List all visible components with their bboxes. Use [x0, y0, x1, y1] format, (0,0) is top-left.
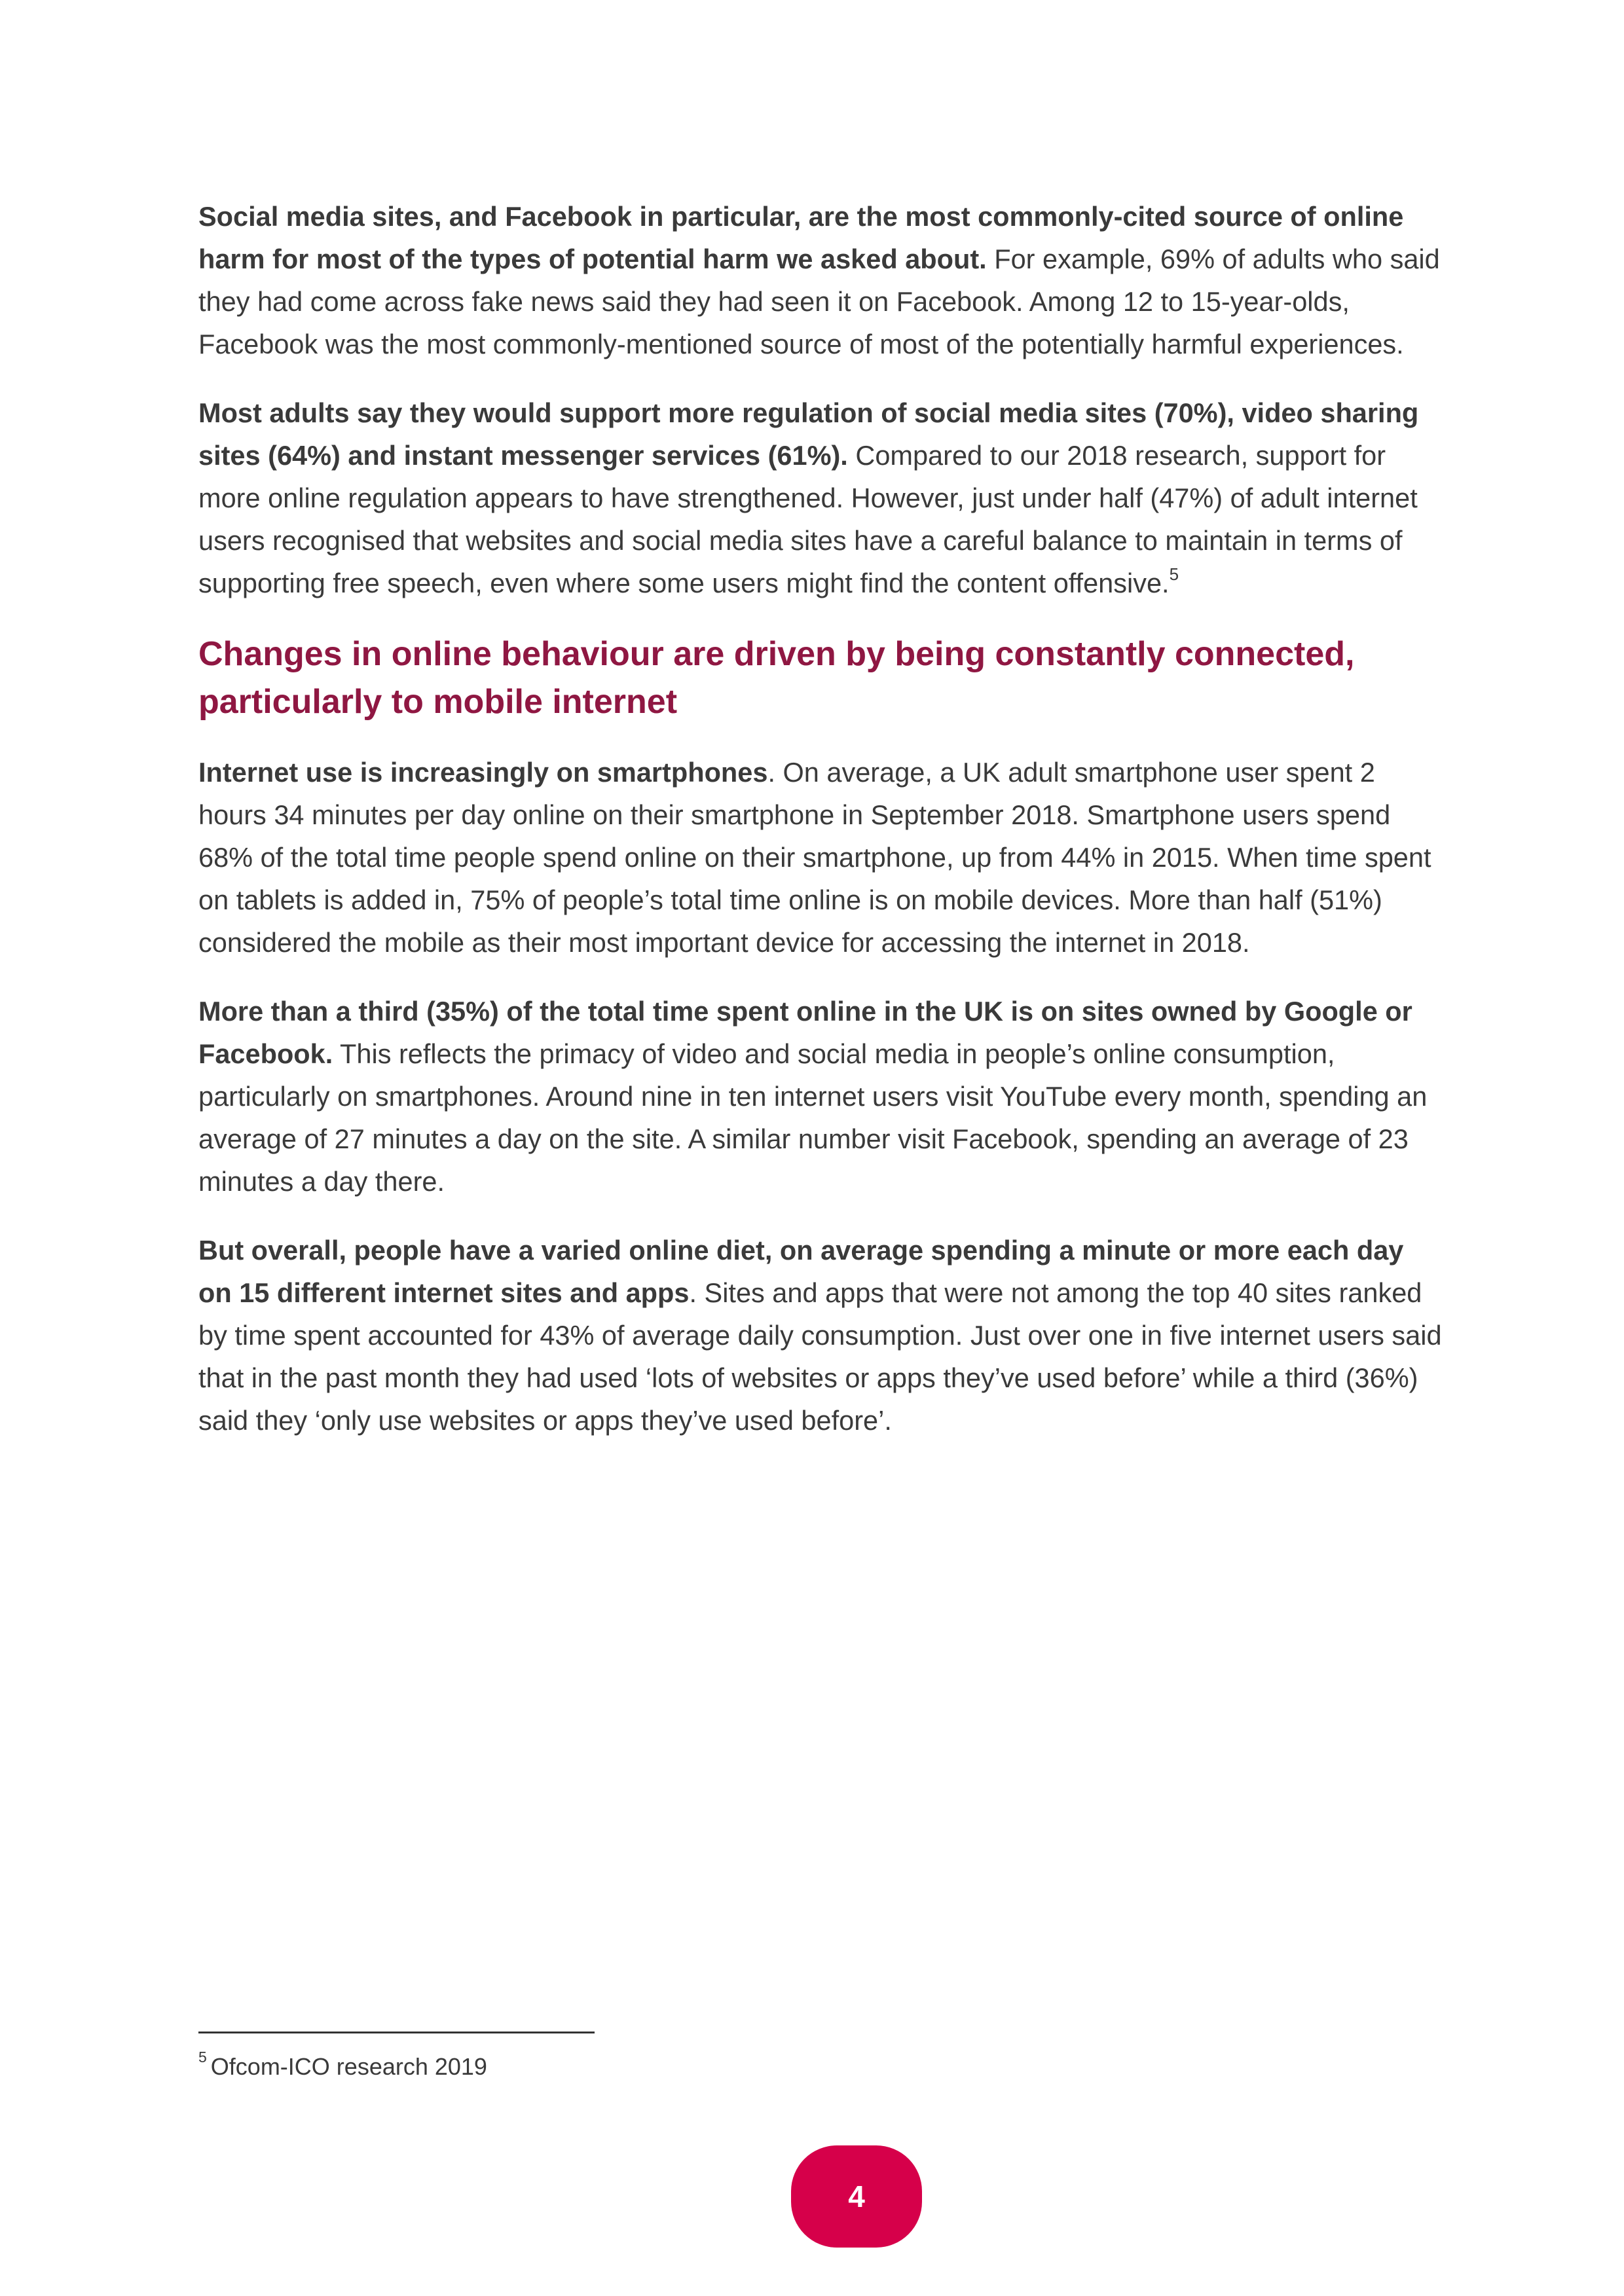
section-heading: Changes in online behaviour are driven by being constantly connected, particularly to mobile internet: [198, 635, 1355, 721]
paragraph-body: For example, 69% of adults who said they had come across fake news said they had seen it on Facebook. Among 12 to 15-year-olds, Facebook was the most commonly-mentioned source of most of the potentially harmful experiences.: [198, 244, 1440, 359]
paragraph-body: . On average, a UK adult smartphone user spent 2 hours 34 minutes per day online on their smartphone in September 2018. Smartphone users spend 68% of the total time people spend online on their smartphone, up from 44% in 2015. When time spent on tablets is added in, 75% of people’s total time online is on mobile devices. More than half (51%) considered the mobile as their most important device for accessing the internet in 2018.: [198, 757, 1431, 958]
paragraph-lead: Social media sites, and Facebook in particular, are the most commonly-cited source of online harm for most of the types of potential harm we asked about.: [198, 201, 1404, 274]
paragraph-lead: But overall, people have a varied online diet, on average spending a minute or more each day on 15 different internet sites and apps: [198, 1235, 1404, 1308]
footnote: [198, 2046, 487, 2082]
paragraph-lead: Most adults say they would support more regulation of social media sites (70%), video sharing sites (64%) and instant messenger services (61%).: [198, 397, 1419, 471]
paragraph-lead: More than a third (35%) of the total time spent online in the UK is on sites owned by Google or Facebook.: [198, 996, 1412, 1069]
footnote-reference[interactable]: 5: [1169, 564, 1179, 585]
paragraph-body: This reflects the primacy of video and social media in people’s online consumption, particularly on smartphones. Around nine in ten internet users visit YouTube every month, spending an average of 27 minutes a day on the site. A similar number visit Facebook, spending an average of 23 minutes a day there.: [198, 1038, 1428, 1197]
footnote-divider: [198, 2032, 595, 2033]
footnote-number: 5: [198, 2049, 207, 2066]
paragraph-social-media-harm: [198, 195, 1443, 365]
paragraph-body: . Sites and apps that were not among the top 40 sites ranked by time spent accounted for 43% of average daily consumption. Just over one in five internet users said that in the past month they had used ‘lots of websites or apps they’ve used before’ while a third (36%) said they ‘only use websites or apps they’ve used before’.: [198, 1277, 1442, 1436]
paragraph-lead: Internet use is increasingly on smartphones: [198, 757, 768, 788]
paragraph-smartphones: [198, 751, 1443, 964]
page-content: [198, 195, 1443, 1468]
paragraph-regulation-support: [198, 392, 1443, 604]
paragraph-online-diet: [198, 1229, 1443, 1442]
page-number-badge: [791, 2145, 922, 2248]
page-number: 4: [848, 2179, 865, 2214]
paragraph-google-facebook: [198, 990, 1443, 1203]
footnote-text: Ofcom-ICO research 2019: [210, 2053, 487, 2080]
paragraph-body: Compared to our 2018 research, support for more online regulation appears to have strengthened. However, just under half (47%) of adult internet users recognised that websites and social media sites have a careful balance to maintain in terms of supporting free speech, even where some users might find the content offensive.: [198, 440, 1418, 598]
